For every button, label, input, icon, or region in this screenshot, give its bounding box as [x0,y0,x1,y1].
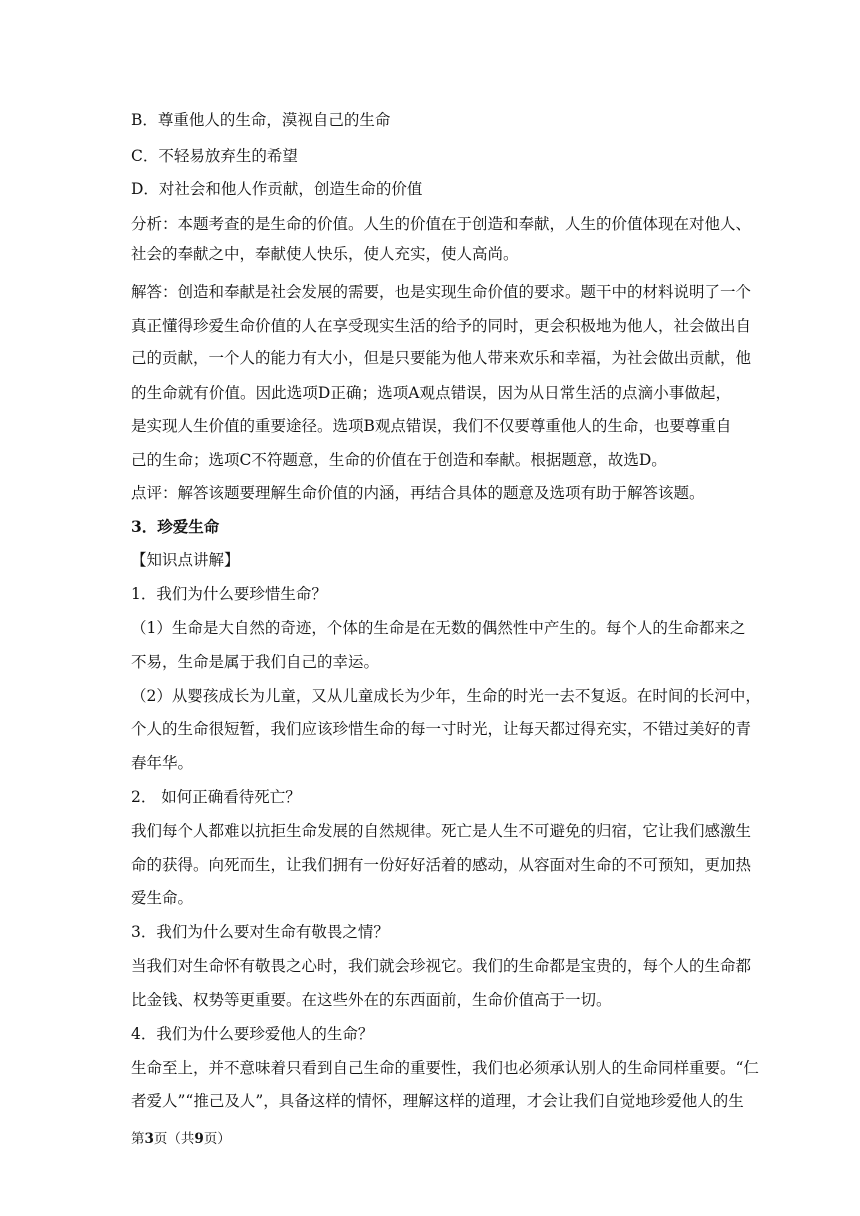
footer-suffix: 页） [203,1131,231,1147]
body-line: 生命至上，并不意味着只看到自己生命的重要性，我们也必须承认别人的生命同样重要。“仁 [131,1059,759,1077]
body-line: 者爱人”“推己及人”，具备这样的情怀，理解这样的道理，才会让我们自觉地珍爱他人的生 [131,1092,744,1110]
answer-line: 己的贡献，一个人的能力有大小，但是只要能为他人带来欢乐和幸福，为社会做出贡献，他 [131,349,752,367]
page-total: 9 [194,1131,204,1147]
body-line: 命的获得。向死而生，让我们拥有一份好好活着的感动，从容面对生命的不可预知，更加热 [131,856,752,874]
question-heading: 3．我们为什么要对生命有敬畏之情？ [131,923,389,941]
body-line: 爱生命。 [131,889,194,907]
body-line: （2）从婴孩成长为儿童，又从儿童成长为少年，生命的时光一去不复返。在时间的长河中， [131,687,761,705]
body-line: 不易，生命是属于我们自己的幸运。 [131,653,380,671]
option-d: D．对社会和他人作贡献，创造生命的价值 [131,180,423,198]
question-heading: 2． 如何正确看待死亡？ [131,788,301,806]
question-heading: 1．我们为什么要珍惜生命？ [131,585,327,603]
answer-line: 的生命就有价值。因此选项D正确；选项A观点错误，因为从日常生活的点滴小事做起， [131,384,731,402]
footer-middle: 页（共 [153,1131,195,1147]
page-footer [131,1130,231,1148]
option-c: C．不轻易放弃生的希望 [131,147,298,165]
body-line: 我们每个人都难以抗拒生命发展的自然规律。死亡是人生不可避免的归宿，它让我们感激生 [131,822,752,840]
body-line: 当我们对生命怀有敬畏之心时，我们就会珍视它。我们的生命都是宝贵的，每个人的生命都 [131,957,752,975]
analysis-line: 社会的奉献之中，奉献使人快乐，使人充实，使人高尚。 [131,245,519,263]
section-heading: 3．珍爱生命 [131,517,220,536]
analysis-line: 分析：本题考查的是生命的价值。人生的价值在于创造和奉献，人生的价值体现在对他人、 [131,215,752,233]
option-b: B．尊重他人的生命，漠视自己的生命 [131,111,391,129]
body-line: 个人的生命很短暂，我们应该珍惜生命的每一寸时光，让每天都过得充实，不错过美好的青 [131,720,752,738]
comment-line: 点评：解答该题要理解生命价值的内涵，再结合具体的题意及选项有助于解答该题。 [131,484,705,502]
subsection-heading: 【知识点讲解】 [131,551,240,569]
answer-line: 解答：创造和奉献是社会发展的需要，也是实现生命价值的要求。题干中的材料说明了一个 [131,283,752,301]
body-line: 春年华。 [131,754,194,772]
footer-prefix: 第 [131,1131,145,1147]
answer-line: 是实现人生价值的重要途径。选项B观点错误，我们不仅要尊重他人的生命，也要尊重自 [131,417,732,435]
question-heading: 4．我们为什么要珍爱他人的生命？ [131,1025,374,1043]
body-line: 比金钱、权势等更重要。在这些外在的东西面前，生命价值高于一切。 [131,991,612,1009]
answer-line: 真正懂得珍爱生命价值的人在享受现实生活的给予的同时，更会积极地为他人，社会做出自 [131,317,752,335]
page-number: 3 [144,1131,154,1147]
answer-line: 己的生命；选项C不符题意，生命的价值在于创造和奉献。根据题意，故选D。 [131,451,667,469]
body-line: （1）生命是大自然的奇迹，个体的生命是在无数的偶然性中产生的。每个人的生命都来之 [131,619,746,637]
